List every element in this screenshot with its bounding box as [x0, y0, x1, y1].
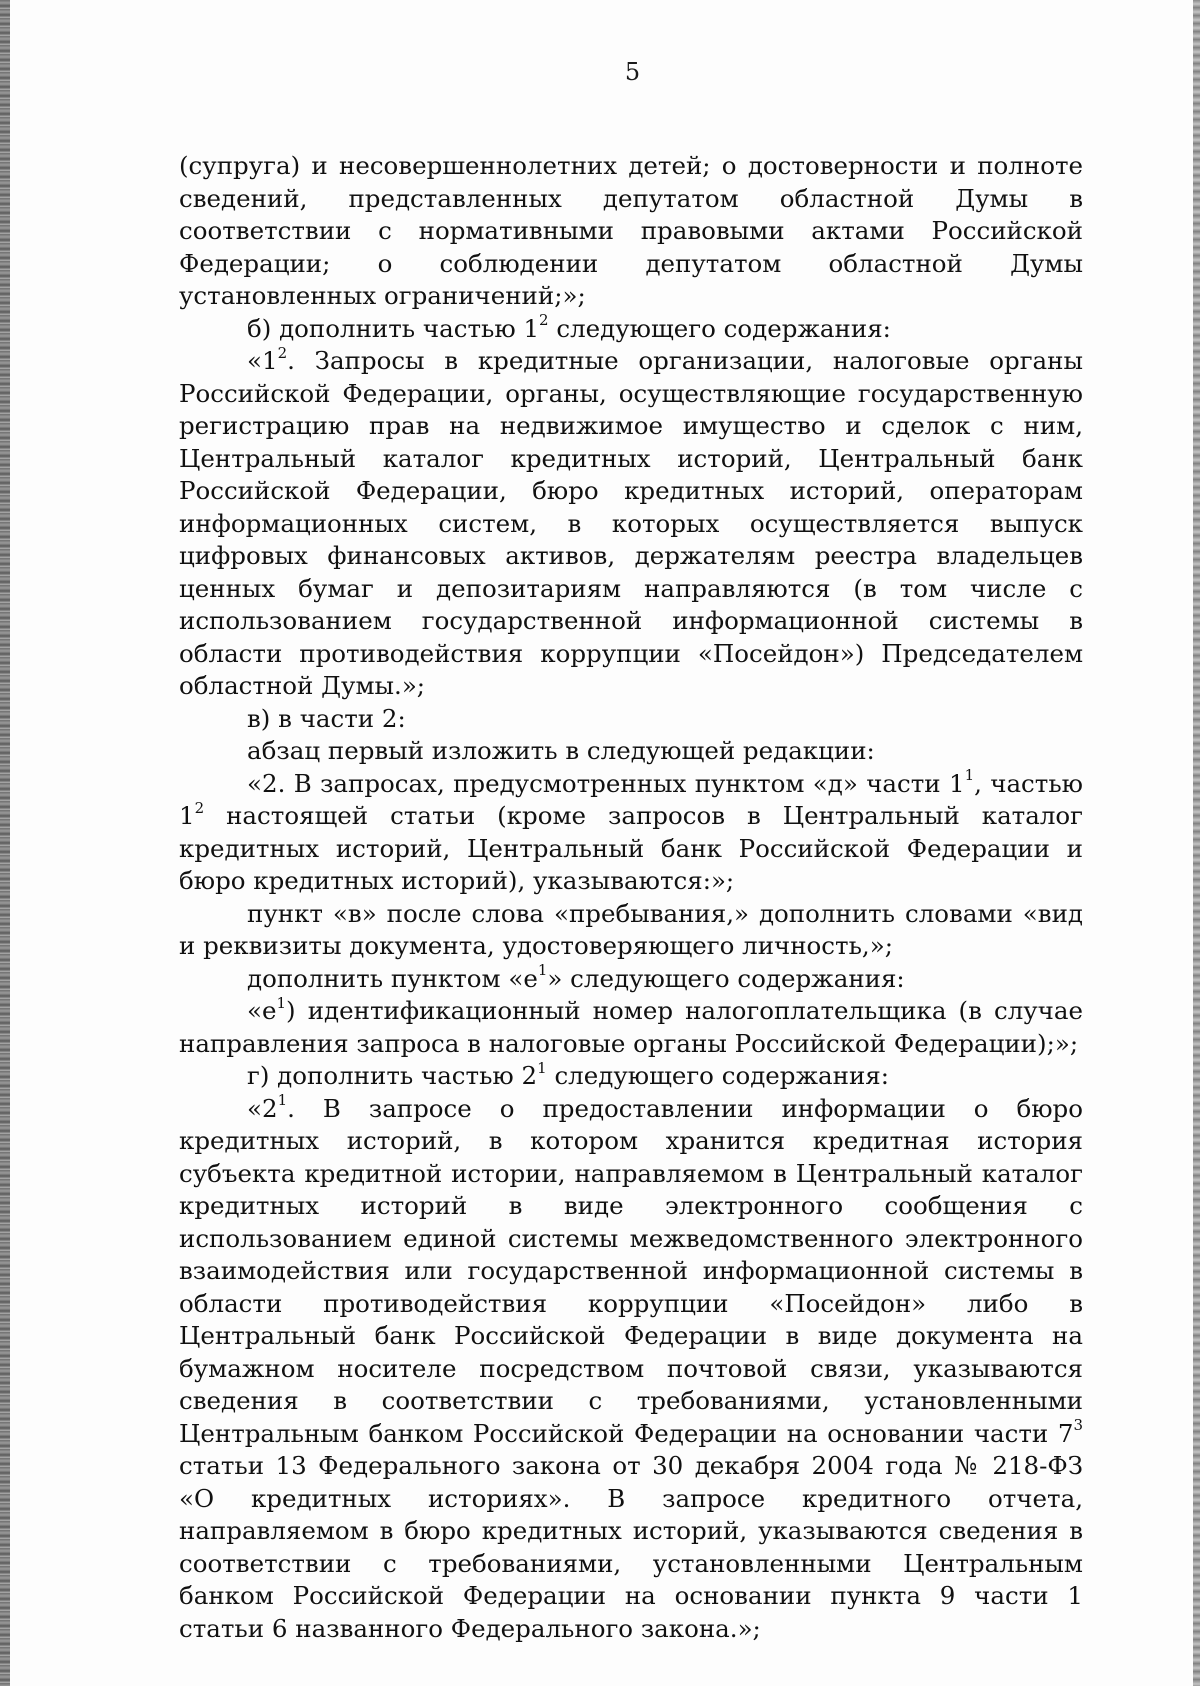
paragraph-abzac: абзац первый изложить в следующей редакции:	[247, 736, 875, 765]
paragraph-item-g: г) дополнить частью $2^1$ следующего содержания:	[247, 1058, 889, 1090]
paragraph-part-2-1: «$2^1$. В запросе о предоставлении информации о бюро кредитных историй, в котором хранится кредитная история субъекта кредитной истории, направляемом в Центральный каталог кредитных историй в виде электронного сообщения с использованием единой системы межведомственного электронного взаимодействия или государственной информационной системы в области противодействия коррупции «Посейдон» либо в Центральный банк Российской Федерации в виде документа на бумажном носителе посредством почтовой связи, указываются сведения в соответствии с требованиями, установленными Центральным банком Российской Федерации на основании части $7^3$ статьи 13 Федерального закона от 30 декабря 2004 года № 218-ФЗ «О кредитных историях». В запросе кредитного отчета, направляемом в бюро кредитных историй, указываются сведения в соответствии с требованиями, установленными Центральным банком Российской Федерации на основании пункта 9 части 1 статьи 6 названного Федерального закона.»;	[179, 1091, 1083, 1643]
page-number: 5	[624, 58, 641, 86]
paragraph-item-b: б) дополнить частью $1^2$ следующего содержания:	[247, 311, 891, 343]
paragraph-part-2: «2. В запросах, предусмотренных пунктом «д» части $1^1$, частью $1^2$ настоящей статьи (кроме запросов в Центральный каталог кредитных историй, Центральный банк Российской Федерации и бюро кредитных историй), указываются:»;	[179, 766, 1083, 895]
paragraph-part-1-2: «$1^2$. Запросы в кредитные организации, налоговые органы Российской Федерации, органы, осуществляющие государственную регистрацию прав на недвижимое имущество и сделок с ним, Центральный каталог кредитных историй, Центральный банк Российской Федерации, бюро кредитных историй, операторам информационных систем, в которых осуществляется выпуск цифровых финансовых активов, держателям реестра владельцев ценных бумаг и депозитариям направляются (в том числе с использованием государственной информационной системы в области противодействия коррупции «Посейдон») Председателем областной Думы.»;	[179, 343, 1083, 700]
scan-edge-right	[1193, 0, 1200, 1686]
scan-edge-left	[0, 0, 10, 1686]
paragraph-item-v: в) в части 2:	[247, 703, 406, 733]
paragraph-continuation: (супруга) и несовершеннолетних детей; о достоверности и полноте сведений, представленных депутатом областной Думы в соответствии с нормативными правовыми актами Российской Федерации; о соблюдении депутатом областной Думы установленных ограничений;»;	[179, 151, 1083, 310]
paragraph-e1: «$е^1$) идентификационный номер налогоплательщика (в случае направления запроса в налоговые органы Российской Федерации);»;	[179, 993, 1083, 1058]
paragraph-punkt-v: пункт «в» после слова «пребывания,» дополнить словами «вид и реквизиты документа, удостоверяющего личность,»;	[179, 898, 1083, 960]
document-body	[179, 150, 1083, 1645]
paragraph-add-e1: дополнить пунктом «$е^1$» следующего содержания:	[247, 961, 905, 993]
